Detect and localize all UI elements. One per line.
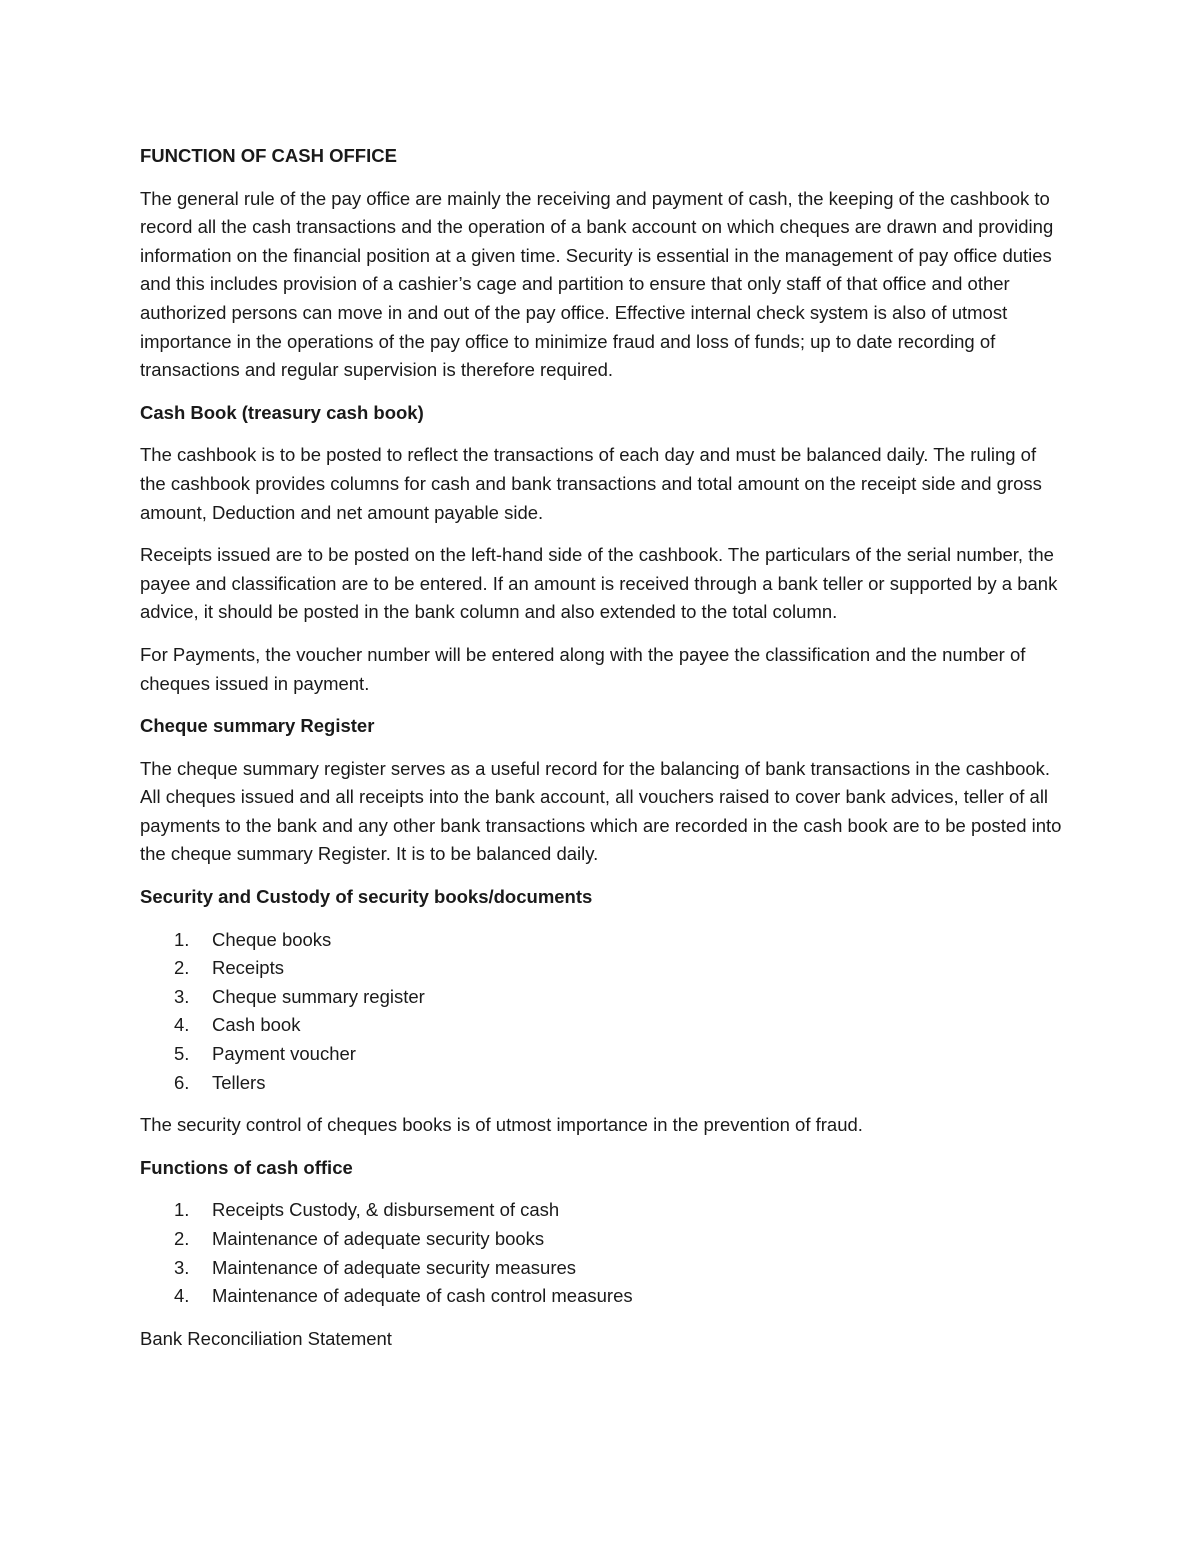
intro-paragraph: The general rule of the pay office are mainly the receiving and payment of cash, the keeping of the cashbook to record all the cash transactions and the operation of a bank account on which cheques are drawn and providing information on the financial position at a given time. Security is essential in the management of pay office duties and this includes provision of a cashier’s cage and partition to ensure that only staff of that office and other authorized persons can move in and out of the pay office. Effective internal check system is also of utmost importance in the operations of the pay office to minimize fraud and loss of funds; up to date recording of transactions and regular supervision is therefore required. — [140, 187, 1054, 381]
cheque-register-heading: Cheque summary Register — [140, 715, 375, 737]
document-page — [140, 142, 1065, 1367]
list-item — [140, 1040, 1065, 1069]
list-item-text: Cheque books — [212, 928, 332, 950]
list-item — [140, 1196, 1065, 1225]
list-item-number: 2. — [174, 1228, 190, 1249]
list-item — [140, 1225, 1065, 1254]
list-item-number: 1. — [174, 928, 190, 950]
list-item-number: 4. — [174, 1285, 190, 1307]
list-item-number: 1. — [174, 1199, 190, 1221]
list-item — [140, 1282, 1065, 1311]
list-item-number: 3. — [174, 1256, 190, 1278]
bank-reconciliation-heading: Bank Reconciliation Statement — [140, 1327, 392, 1349]
functions-heading: Functions of cash office — [140, 1156, 353, 1178]
cash-book-paragraph-2: Receipts issued are to be posted on the left-hand side of the cashbook. The particulars of the serial number, the payee and classification are to be entered. If an amount is received through a bank teller or supported by a bank advice, it should be posted in the bank column and also extended to the total column. — [140, 544, 1058, 623]
list-item-text: Maintenance of adequate security books — [212, 1228, 545, 1249]
list-item-text: Maintenance of adequate of cash control measures — [212, 1285, 633, 1307]
cash-book-paragraph-3: For Payments, the voucher number will be entered along with the payee the classification and the number of cheques issued in payment. — [140, 643, 1026, 694]
list-item — [140, 1069, 1065, 1098]
list-item — [140, 954, 1065, 983]
functions-list — [140, 1196, 1065, 1310]
security-note: The security control of cheques books is of utmost importance in the prevention of fraud. — [140, 1114, 863, 1136]
list-item — [140, 926, 1065, 955]
list-item-number: 6. — [174, 1071, 190, 1093]
list-item — [140, 983, 1065, 1012]
list-item-text: Receipts Custody, & disbursement of cash — [212, 1199, 560, 1221]
list-item-text: Maintenance of adequate security measures — [212, 1256, 577, 1278]
list-item-text: Tellers — [212, 1071, 266, 1093]
cash-book-heading: Cash Book (treasury cash book) — [140, 401, 424, 423]
list-item — [140, 1011, 1065, 1040]
list-item-number: 5. — [174, 1043, 190, 1065]
cheque-register-paragraph: The cheque summary register serves as a useful record for the balancing of bank transactions in the cashbook. All cheques issued and all receipts into the bank account, all vouchers raised to cover bank advices, teller of all payments to the bank and any other bank transactions which are recorded in the cash book are to be posted into the cheque summary Register. It is to be balanced daily. — [140, 757, 1062, 865]
document-title: FUNCTION OF CASH OFFICE — [140, 145, 397, 166]
list-item-text: Receipts — [212, 957, 284, 979]
list-item — [140, 1254, 1065, 1283]
list-item-text: Cheque summary register — [212, 985, 425, 1007]
list-item-number: 2. — [174, 957, 190, 979]
security-books-list — [140, 926, 1065, 1098]
list-item-text: Cash book — [212, 1014, 301, 1036]
list-item-number: 3. — [174, 985, 190, 1007]
cash-book-paragraph-1: The cashbook is to be posted to reflect the transactions of each day and must be balanced daily. The ruling of the cashbook provides columns for cash and bank transactions and total amount on the receipt side and gross amount, Deduction and net amount payable side. — [140, 444, 1042, 523]
list-item-text: Payment voucher — [212, 1043, 356, 1065]
list-item-number: 4. — [174, 1014, 190, 1036]
security-heading: Security and Custody of security books/documents — [140, 886, 593, 908]
